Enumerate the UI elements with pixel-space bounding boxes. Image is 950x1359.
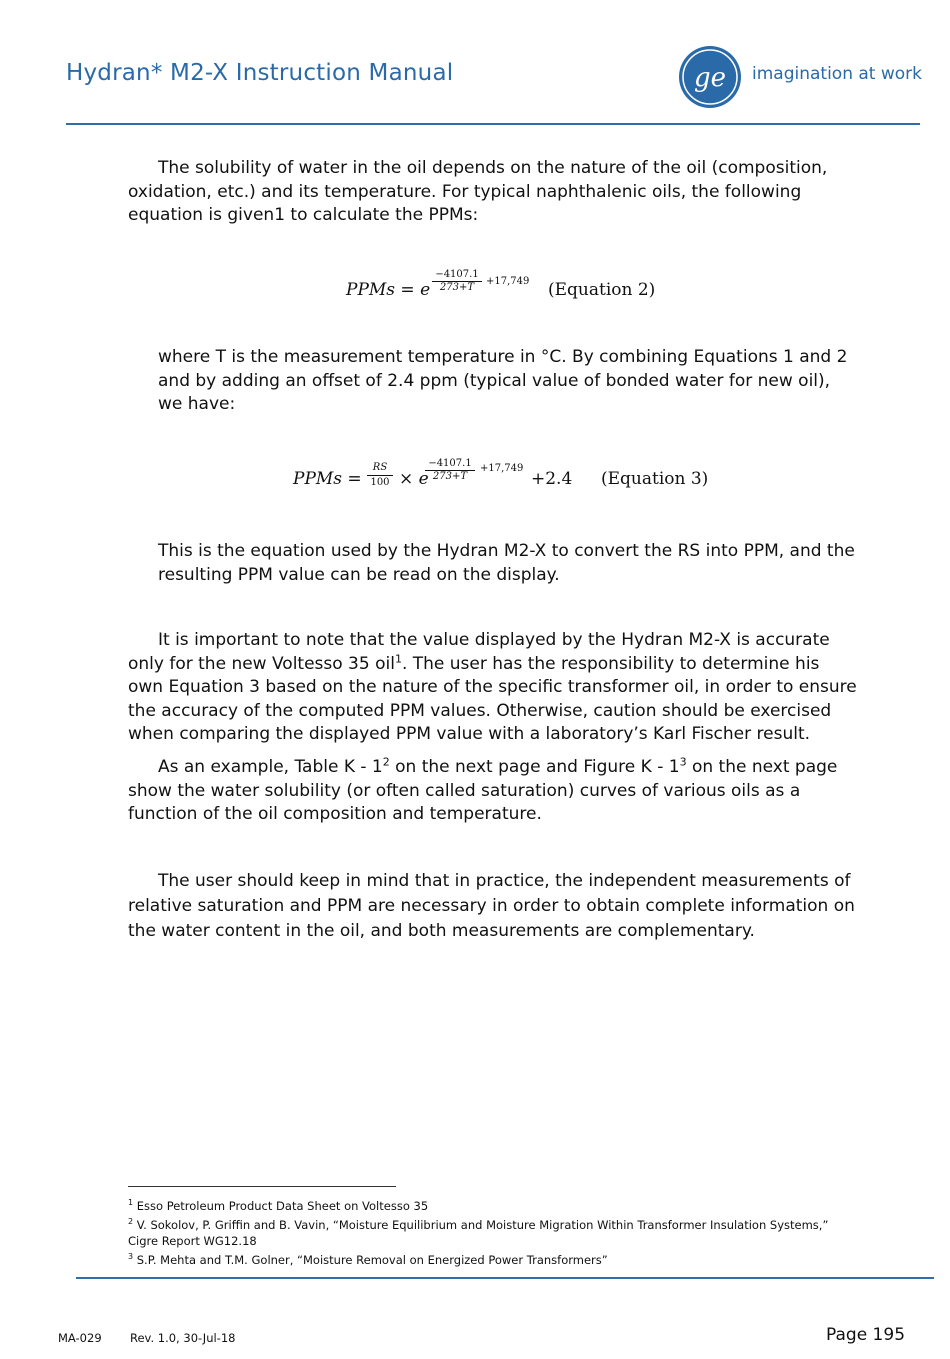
eq3-equals: = [347, 469, 362, 489]
eq3-times: × [399, 469, 414, 489]
eq3-lhs: PPMs [293, 469, 343, 489]
eq2-label: (Equation 2) [548, 280, 656, 300]
eq3-base: e [418, 469, 429, 489]
p4-text-a: It is important to note that the value displayed by the Hydran M2-X is accurate only for the new Voltesso 35 oil [128, 630, 830, 674]
eq3-offset: +2.4 [531, 469, 573, 489]
footnote-1: $^1$ Esso Petroleum Product Data Sheet on Voltesso 35 [128, 1198, 429, 1213]
eq3-exp-denominator: 273+T [432, 471, 468, 482]
footer-divider [76, 1277, 934, 1279]
eq3-exp-numerator: −4107.1 [425, 457, 475, 471]
footnote-3: $^3$ S.P. Mehta and T.M. Golner, “Moisture Removal on Energized Power Transformers” [128, 1251, 608, 1267]
document-id: MA-029 [58, 1331, 102, 1345]
footnote-ref-3: 3 [679, 755, 687, 769]
footnote-ref-2: 2 [382, 755, 390, 769]
brand-tagline: imagination at work [752, 64, 922, 84]
p5-text-a: As an example, Table K - 1 [158, 757, 383, 777]
header-divider [66, 123, 920, 125]
eq3-frac-den: 100 [370, 477, 390, 488]
p5-text-b: on the next page and Figure K - 1 [389, 757, 680, 777]
paragraph-conversion: This is the equation used by the Hydran M2-X to convert the RS into PPM, and the resulting PPM value can be read on the display. [158, 541, 855, 585]
eq3-exp-tail: +17,749 [480, 463, 524, 474]
p4-text-b: . The user has the responsibility to determine his own Equation 3 based on the nature of the specific transformer oil, in order to ensure the accuracy of the computed PPM values. Otherwise, caution should be exercised when comparing the displayed PPM value with a laboratory’s Karl Fischer result. [128, 653, 857, 744]
eq2-equals: = [400, 280, 415, 300]
page-number: Page 195 [826, 1325, 906, 1345]
revision-date: Rev. 1.0, 30-Jul-18 [130, 1331, 236, 1345]
paragraph-example [128, 756, 858, 827]
eq3-frac-num: RS [367, 461, 393, 476]
svg-text:ge: ge [693, 63, 727, 93]
eq2-exp-denominator: 273+T [439, 282, 475, 293]
paragraph-solubility: The solubility of water in the oil depends on the nature of the oil (composition, oxidation, etc.) and its temperature. For typical naphthalenic oils, the following equation is given1 to calculate the PPMs: [128, 158, 828, 225]
eq2-exp-tail: +17,749 [486, 276, 530, 287]
document-title: Hydran* M2-X Instruction Manual [66, 60, 454, 86]
ge-monogram-logo [678, 45, 742, 109]
footnotes [128, 1195, 848, 1267]
footnote-ref-1: 1 [394, 651, 402, 665]
eq2-exp-numerator: −4107.1 [432, 268, 482, 282]
paragraph-practice: The user should keep in mind that in practice, the independent measurements of relative saturation and PPM are necessary in order to obtain complete information on the water content in the oil, and both measurements are complementary. [128, 871, 855, 941]
footnote-2: $^2$ V. Sokolov, P. Griffin and B. Vavin, “Moisture Equilibrium and Moisture Migration Within Transformer Insulation Systems,” Cigre Report WG12.18 [128, 1216, 829, 1248]
eq2-base: e [420, 280, 431, 300]
footnote-divider [128, 1186, 396, 1187]
paragraph-combining: where T is the measurement temperature in °C. By combining Equations 1 and 2 and by adding an offset of 2.4 ppm (typical value of bonded water for new oil), we have: [158, 347, 848, 414]
paragraph-accuracy [128, 629, 858, 747]
eq2-lhs: PPMs [346, 280, 396, 300]
p5-text-c: on the next page show the water solubility (or often called saturation) curves of various oils as a function of the oil composition and temperature. [128, 757, 838, 824]
eq3-label: (Equation 3) [601, 469, 709, 489]
